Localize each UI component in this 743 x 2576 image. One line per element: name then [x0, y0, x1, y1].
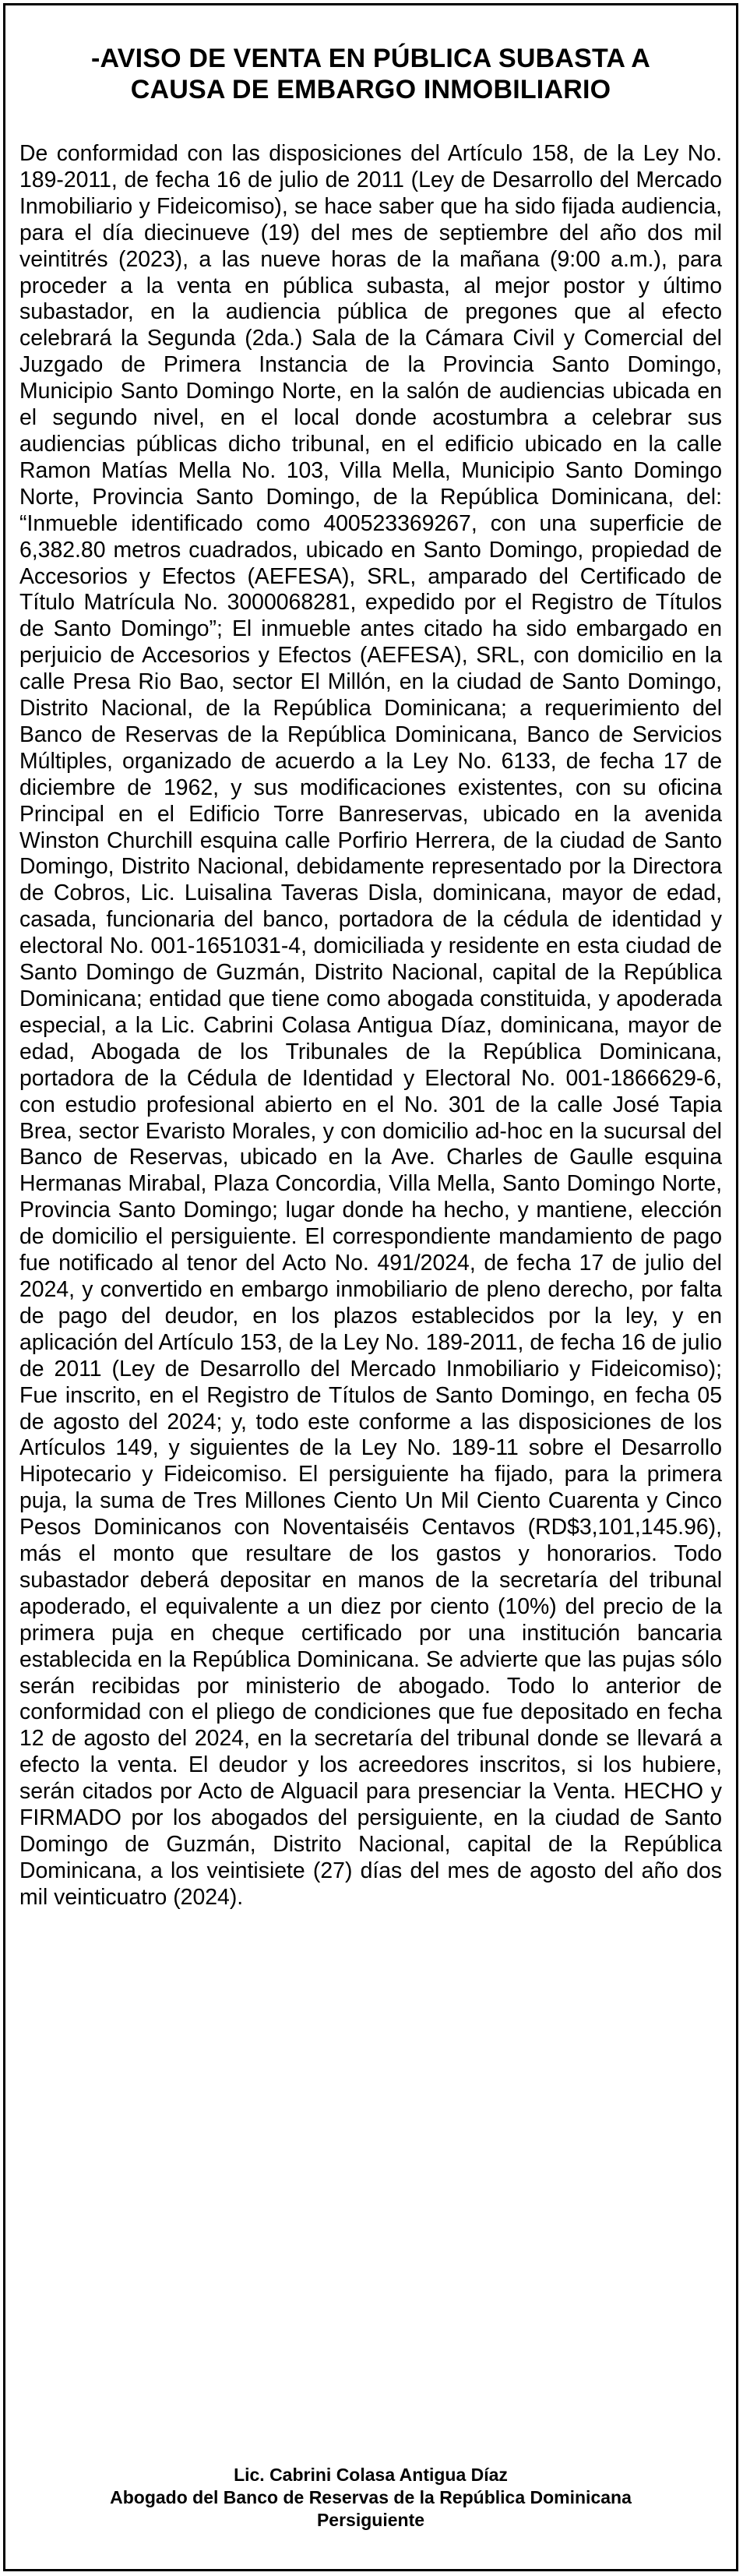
legal-notice	[3, 3, 738, 2571]
signature-block	[5, 2464, 736, 2532]
notice-title	[33, 43, 708, 105]
notice-title-line-2: CAUSA DE EMBARGO INMOBILIARIO	[130, 75, 611, 104]
signature-name: Lic. Cabrini Colasa Antigua Díaz	[234, 2465, 508, 2485]
notice-title-line-1: -AVISO DE VENTA EN PÚBLICA SUBASTA A	[90, 44, 651, 73]
notice-body: De conformidad con las disposiciones del Artículo 158, de la Ley No. 189-2011, de fecha 16 de julio de 2011 (Ley de Desarrollo del Mercado Inmobiliario y Fideicomiso), se hace saber que ha sido fijada audiencia, para el día diecinueve (19) del mes de septiembre del año dos mil veintitrés (2023), a las nueve horas de la mañana (9:00 a.m.), para proceder a la venta en pública subasta, al mejor postor y último subastador, en la audiencia pública de pregones que al efecto celebrará la Segunda (2da.) Sala de la Cámara Civil y Comercial del Juzgado de Primera Instancia de la Provincia Santo Domingo, Municipio Santo Domingo Norte, en la salón de audiencias ubicada en el segundo nivel, en el local donde acostumbra a celebrar sus audiencias públicas dicho tribunal, en el edificio ubicado en la calle Ramon Matías Mella No. 103, Villa Mella, Municipio Santo Domingo Norte, Provincia Santo Domingo, de la República Dominicana, del: “Inmueble identificado como 400523369267, con una superficie de 6,382.80 metros cuadrados, ubicado en Santo Domingo, propiedad de Accesorios y Efectos (AEFESA), SRL, amparado del Certificado de Título Matrícula No. 3000068281, expedido por el Registro de Títulos de Santo Domingo”; El inmueble antes citado ha sido embargado en perjuicio de Accesorios y Efectos (AEFESA), SRL, con domicilio en la calle Presa Rio Bao, sector El Millón, en la ciudad de Santo Domingo, Distrito Nacional, de la República Dominicana; a requerimiento del Banco de Reservas de la República Dominicana, Banco de Servicios Múltiples, organizado de acuerdo a la Ley No. 6133, de fecha 17 de diciembre de 1962, y sus modificaciones existentes, con su oficina Principal en el Edificio Torre Banreservas, ubicado en la avenida Winston Churchill esquina calle Porfirio Herrera, de la ciudad de Santo Domingo, Distrito Nacional, debidamente representado por la Directora de Cobros, Lic. Luisalina Taveras Disla, dominicana, mayor de edad, casada, funcionaria del banco, portadora de la cédula de identidad y electoral No. 001-1651031-4, domiciliada y residente en esta ciudad de Santo Domingo de Guzmán, Distrito Nacional, capital de la República Dominicana; entidad que tiene como abogada constituida, y apoderada especial, a la Lic. Cabrini Colasa Antigua Díaz, dominicana, mayor de edad, Abogada de los Tribunales de la República Dominicana, portadora de la Cédula de Identidad y Electoral No. 001-1866629-6, con estudio profesional abierto en el No. 301 de la calle José Tapia Brea, sector Evaristo Morales, y con domicilio ad-hoc en la sucursal del Banco de Reservas, ubicado en la Ave. Charles de Gaulle esquina Hermanas Mirabal, Plaza Concordia, Villa Mella, Santo Domingo Norte, Provincia Santo Domingo; lugar donde ha hecho, y mantiene, elección de domicilio el persiguiente. El correspondiente mandamiento de pago fue notificado al tenor del Acto No. 491/2024, de fecha 17 de julio del 2024, y convertido en embargo inmobiliario de pleno derecho, por falta de pago del deudor, en los plazos establecidos por la ley, y en aplicación del Artículo 153, de la Ley No. 189-2011, de fecha 16 de julio de 2011 (Ley de Desarrollo del Mercado Inmobiliario y Fideicomiso); Fue inscrito, en el Registro de Títulos de Santo Domingo, en fecha 05 de agosto del 2024; y, todo este conforme a las disposiciones de los Artículos 149, y siguientes de la Ley No. 189-11 sobre el Desarrollo Hipotecario y Fideicomiso. El persiguiente ha fijado, para la primera puja, la suma de Tres Millones Ciento Un Mil Ciento Cuarenta y Cinco Pesos Dominicanos con Noventaiséis Centavos (RD$3,101,145.96), más el monto que resultare de los gastos y honorarios. Todo subastador deberá depositar en manos de la secretaría del tribunal apoderado, el equivalente a un diez por ciento (10%) del precio de la primera puja en cheque certificado por una institución bancaria establecida en la República Dominicana. Se advierte que las pujas sólo serán recibidas por ministerio de abogado. Todo lo anterior de conformidad con el pliego de condiciones que fue depositado en fecha 12 de agosto del 2024, en la secretaría del tribunal donde se llevará a efecto la venta. El deudor y los acreedores inscritos, si los hubiere, serán citados por Acto de Alguacil para presenciar la Venta. HECHO y FIRMADO por los abogados del persiguiente, en la ciudad de Santo Domingo de Guzmán, Distrito Nacional, capital de la República Dominicana, a los veintisiete (27) días del mes de agosto del año dos mil veinticuatro (2024).	[19, 141, 722, 1910]
signature-party: Persiguiente	[316, 2510, 425, 2530]
signature-role: Abogado del Banco de Reservas de la República Dominicana	[110, 2487, 632, 2507]
